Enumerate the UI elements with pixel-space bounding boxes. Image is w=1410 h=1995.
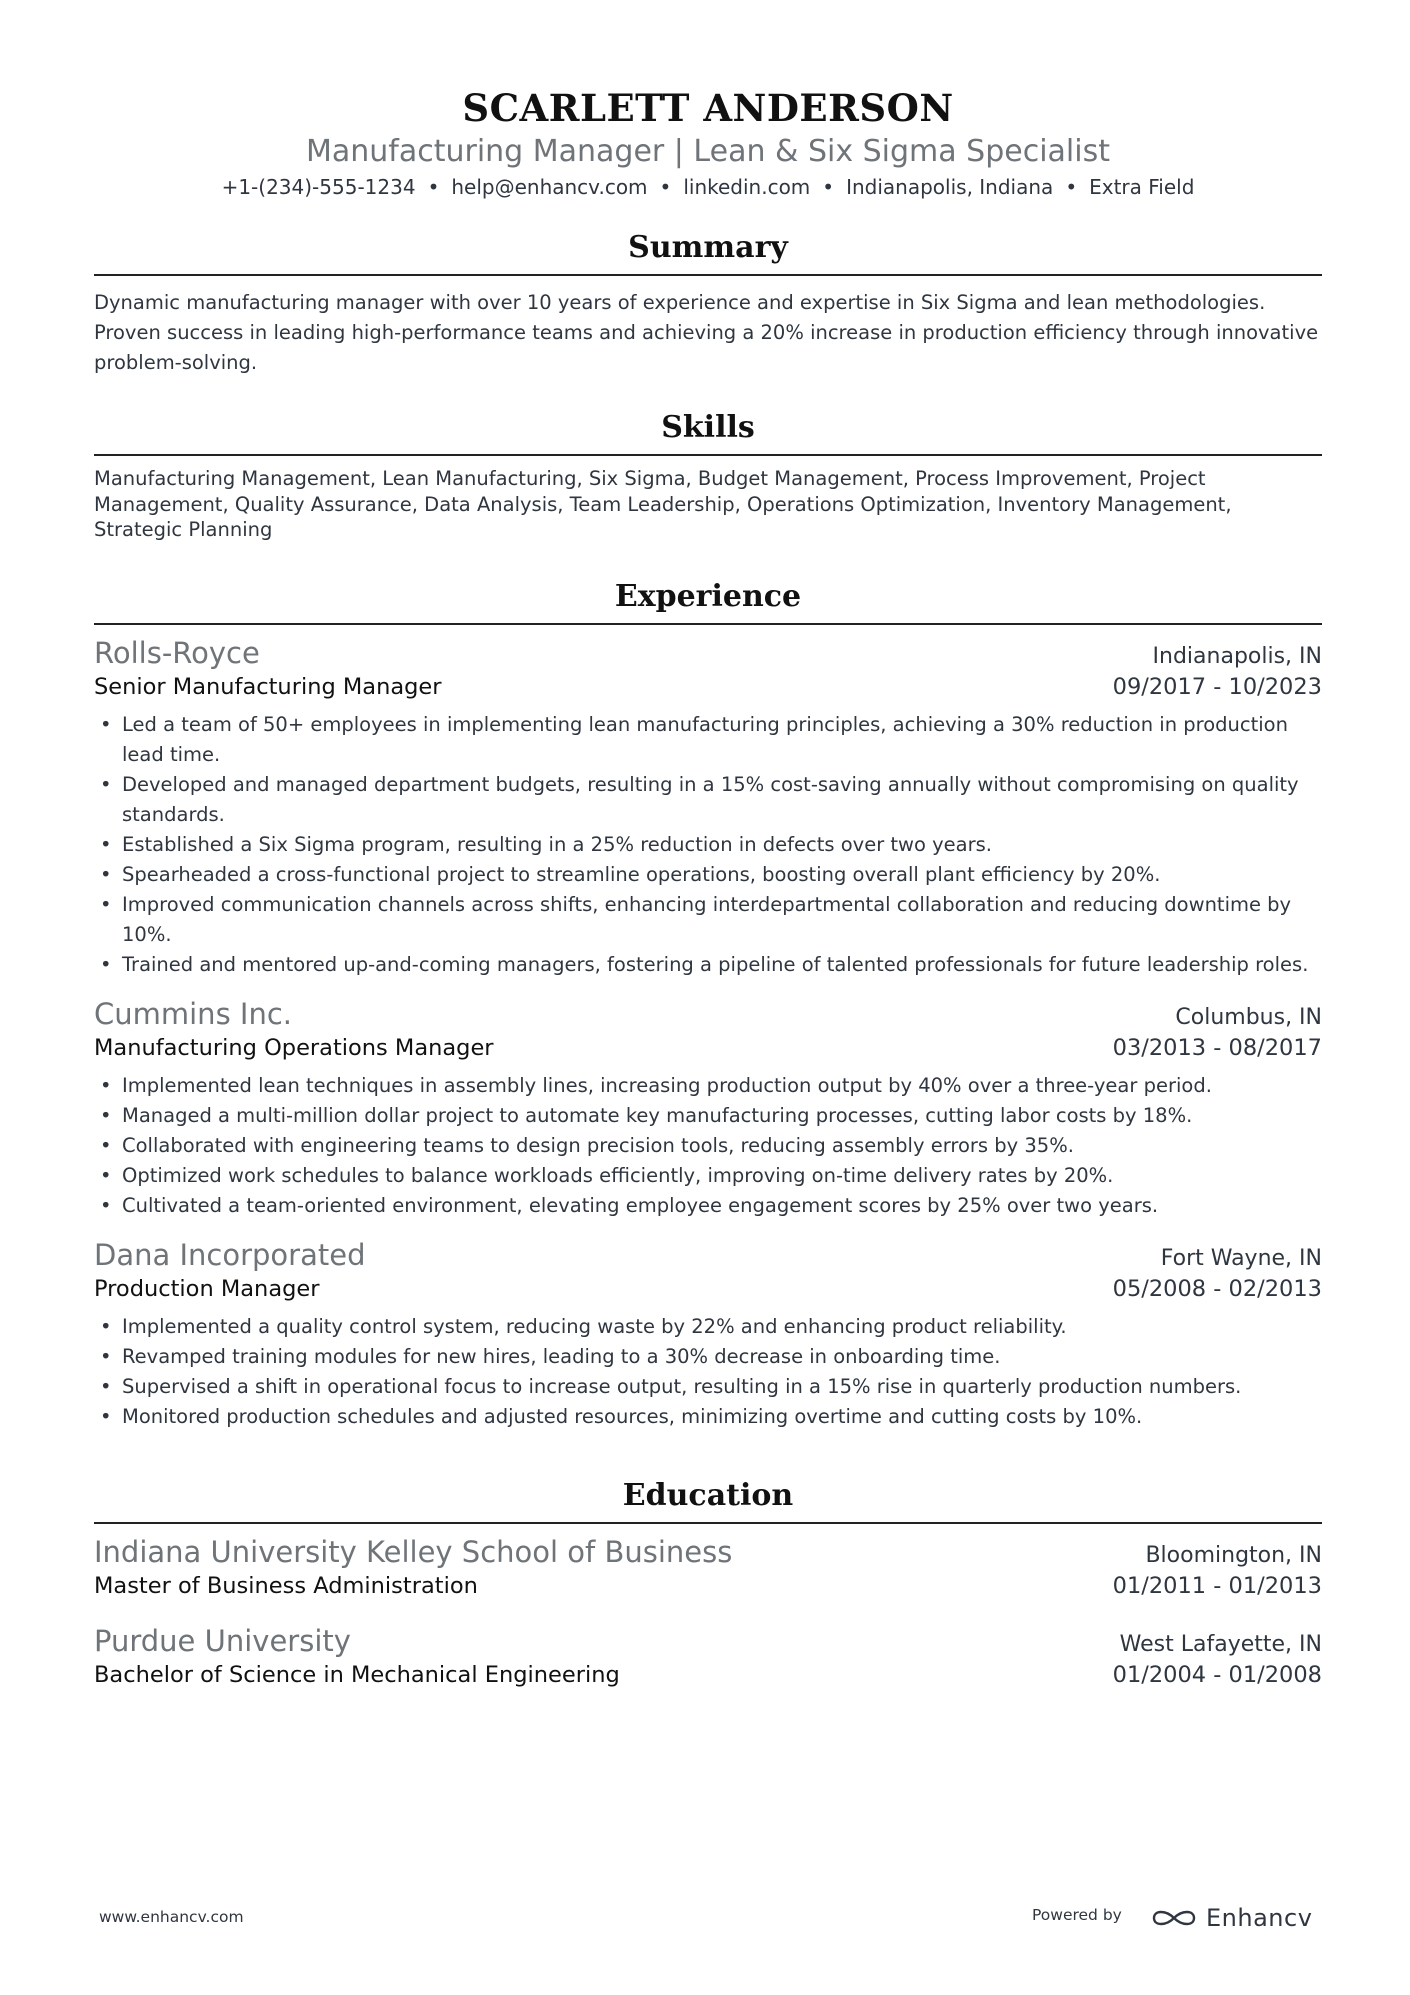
list-item: • Collaborated with engineering teams to design precision tools, reducing assembly errors by 35%. bbox=[94, 1131, 1322, 1161]
bullet-separator: • bbox=[659, 175, 672, 199]
job-location: Fort Wayne, IN bbox=[1160, 1245, 1322, 1271]
school-name: Purdue University bbox=[94, 1623, 351, 1658]
list-item: • Managed a multi-million dollar project to automate key manufacturing processes, cutting labor costs by 18%. bbox=[94, 1101, 1322, 1131]
skills-text: Manufacturing Management, Lean Manufacturing, Six Sigma, Budget Management, Process Improvement, Project Management, Quality Assurance, Data Analysis, Team Leadership, Operations Optimization, Inventory Management, Strategic Planning bbox=[94, 467, 1232, 541]
powered-by-label: Powered by bbox=[1032, 1906, 1122, 1924]
job-bullets bbox=[94, 1312, 1322, 1432]
job-title: Manufacturing Operations Manager bbox=[94, 1034, 494, 1061]
candidate-name: SCARLETT ANDERSON bbox=[462, 86, 954, 130]
summary-section bbox=[94, 228, 1322, 378]
section-divider bbox=[94, 274, 1322, 276]
job-location: Indianapolis, IN bbox=[1152, 643, 1322, 669]
education-entry bbox=[94, 1534, 1322, 1601]
job-entry bbox=[94, 1237, 1322, 1432]
footer-site-link[interactable]: www.enhancv.com bbox=[99, 1908, 244, 1926]
list-item: • Established a Six Sigma program, resulting in a 25% reduction in defects over two years. bbox=[94, 830, 1322, 860]
job-bullets bbox=[94, 1071, 1322, 1221]
job-bullets bbox=[94, 710, 1322, 980]
education-entry bbox=[94, 1623, 1322, 1690]
list-item: • Implemented lean techniques in assembly lines, increasing production output by 40% over a three-year period. bbox=[94, 1071, 1322, 1101]
section-heading: Education bbox=[622, 1477, 794, 1513]
job-entry bbox=[94, 996, 1322, 1221]
list-item: • Supervised a shift in operational focus to increase output, resulting in a 15% rise in quarterly production numbers. bbox=[94, 1372, 1322, 1402]
page-footer bbox=[0, 1900, 1410, 1940]
list-item: • Improved communication channels across shifts, enhancing interdepartmental collaboration and reducing downtime by 10%. bbox=[94, 890, 1322, 950]
list-item: • Optimized work schedules to balance workloads efficiently, improving on-time delivery rates by 20%. bbox=[94, 1161, 1322, 1191]
resume-header bbox=[94, 86, 1322, 200]
brand-name: Enhancv bbox=[1206, 1904, 1313, 1932]
bullet-separator: • bbox=[427, 175, 440, 199]
job-dates: 09/2017 - 10/2023 bbox=[1112, 673, 1322, 700]
bullet-separator: • bbox=[822, 175, 835, 199]
email-link[interactable]: help@enhancv.com bbox=[451, 175, 648, 199]
list-item: • Trained and mentored up-and-coming managers, fostering a pipeline of talented professionals for future leadership roles. bbox=[94, 950, 1322, 980]
location: Indianapolis, Indiana bbox=[846, 175, 1054, 199]
phone: +1-(234)-555-1234 bbox=[221, 175, 416, 199]
list-item: • Cultivated a team-oriented environment, elevating employee engagement scores by 25% over two years. bbox=[94, 1191, 1322, 1221]
education-dates: 01/2004 - 01/2008 bbox=[1112, 1661, 1322, 1688]
job-dates: 03/2013 - 08/2017 bbox=[1112, 1034, 1322, 1061]
list-item: • Spearheaded a cross-functional project to streamline operations, boosting overall plant efficiency by 20%. bbox=[94, 860, 1322, 890]
company-name: Rolls-Royce bbox=[94, 635, 260, 670]
bullet-separator: • bbox=[1065, 175, 1078, 199]
company-name: Dana Incorporated bbox=[94, 1237, 366, 1272]
section-heading: Summary bbox=[628, 230, 788, 265]
job-location: Columbus, IN bbox=[1175, 1004, 1322, 1030]
company-name: Cummins Inc. bbox=[94, 996, 292, 1031]
list-item: • Led a team of 50+ employees in implementing lean manufacturing principles, achieving a 30% reduction in production lead time. bbox=[94, 710, 1322, 770]
job-title: Senior Manufacturing Manager bbox=[94, 673, 442, 700]
degree: Bachelor of Science in Mechanical Engineering bbox=[94, 1661, 620, 1688]
enhancv-logo-icon bbox=[1150, 1906, 1198, 1930]
school-location: West Lafayette, IN bbox=[1119, 1631, 1322, 1657]
summary-text: Dynamic manufacturing manager with over 10 years of experience and expertise in Six Sigma and lean methodologies. Proven success in leading high-performance teams and achieving a 20% increase in production efficiency through innovative problem-solving. bbox=[94, 291, 1319, 374]
experience-section bbox=[94, 577, 1322, 1432]
list-item: • Developed and managed department budgets, resulting in a 15% cost-saving annually without compromising on quality standards. bbox=[94, 770, 1322, 830]
job-entry bbox=[94, 635, 1322, 980]
list-item: • Revamped training modules for new hires, leading to a 30% decrease in onboarding time. bbox=[94, 1342, 1322, 1372]
list-item: • Monitored production schedules and adjusted resources, minimizing overtime and cutting costs by 10%. bbox=[94, 1402, 1322, 1432]
section-heading: Skills bbox=[661, 410, 755, 445]
candidate-title: Manufacturing Manager | Lean & Six Sigma Specialist bbox=[305, 134, 1110, 169]
resume-page bbox=[94, 0, 1322, 1690]
enhancv-logo[interactable] bbox=[1150, 1900, 1312, 1936]
section-divider bbox=[94, 454, 1322, 456]
extra-field: Extra Field bbox=[1089, 175, 1195, 199]
job-dates: 05/2008 - 02/2013 bbox=[1112, 1275, 1322, 1302]
school-name: Indiana University Kelley School of Business bbox=[94, 1534, 733, 1569]
section-divider bbox=[94, 1522, 1322, 1524]
contact-line bbox=[94, 174, 1322, 200]
education-section bbox=[94, 1476, 1322, 1690]
school-location: Bloomington, IN bbox=[1145, 1542, 1322, 1568]
linkedin-link[interactable]: linkedin.com bbox=[683, 175, 811, 199]
education-dates: 01/2011 - 01/2013 bbox=[1112, 1572, 1322, 1599]
section-divider bbox=[94, 623, 1322, 625]
degree: Master of Business Administration bbox=[94, 1572, 478, 1599]
job-title: Production Manager bbox=[94, 1275, 320, 1302]
section-heading: Experience bbox=[614, 578, 802, 614]
skills-section bbox=[94, 408, 1322, 543]
list-item: • Implemented a quality control system, reducing waste by 22% and enhancing product reliability. bbox=[94, 1312, 1322, 1342]
